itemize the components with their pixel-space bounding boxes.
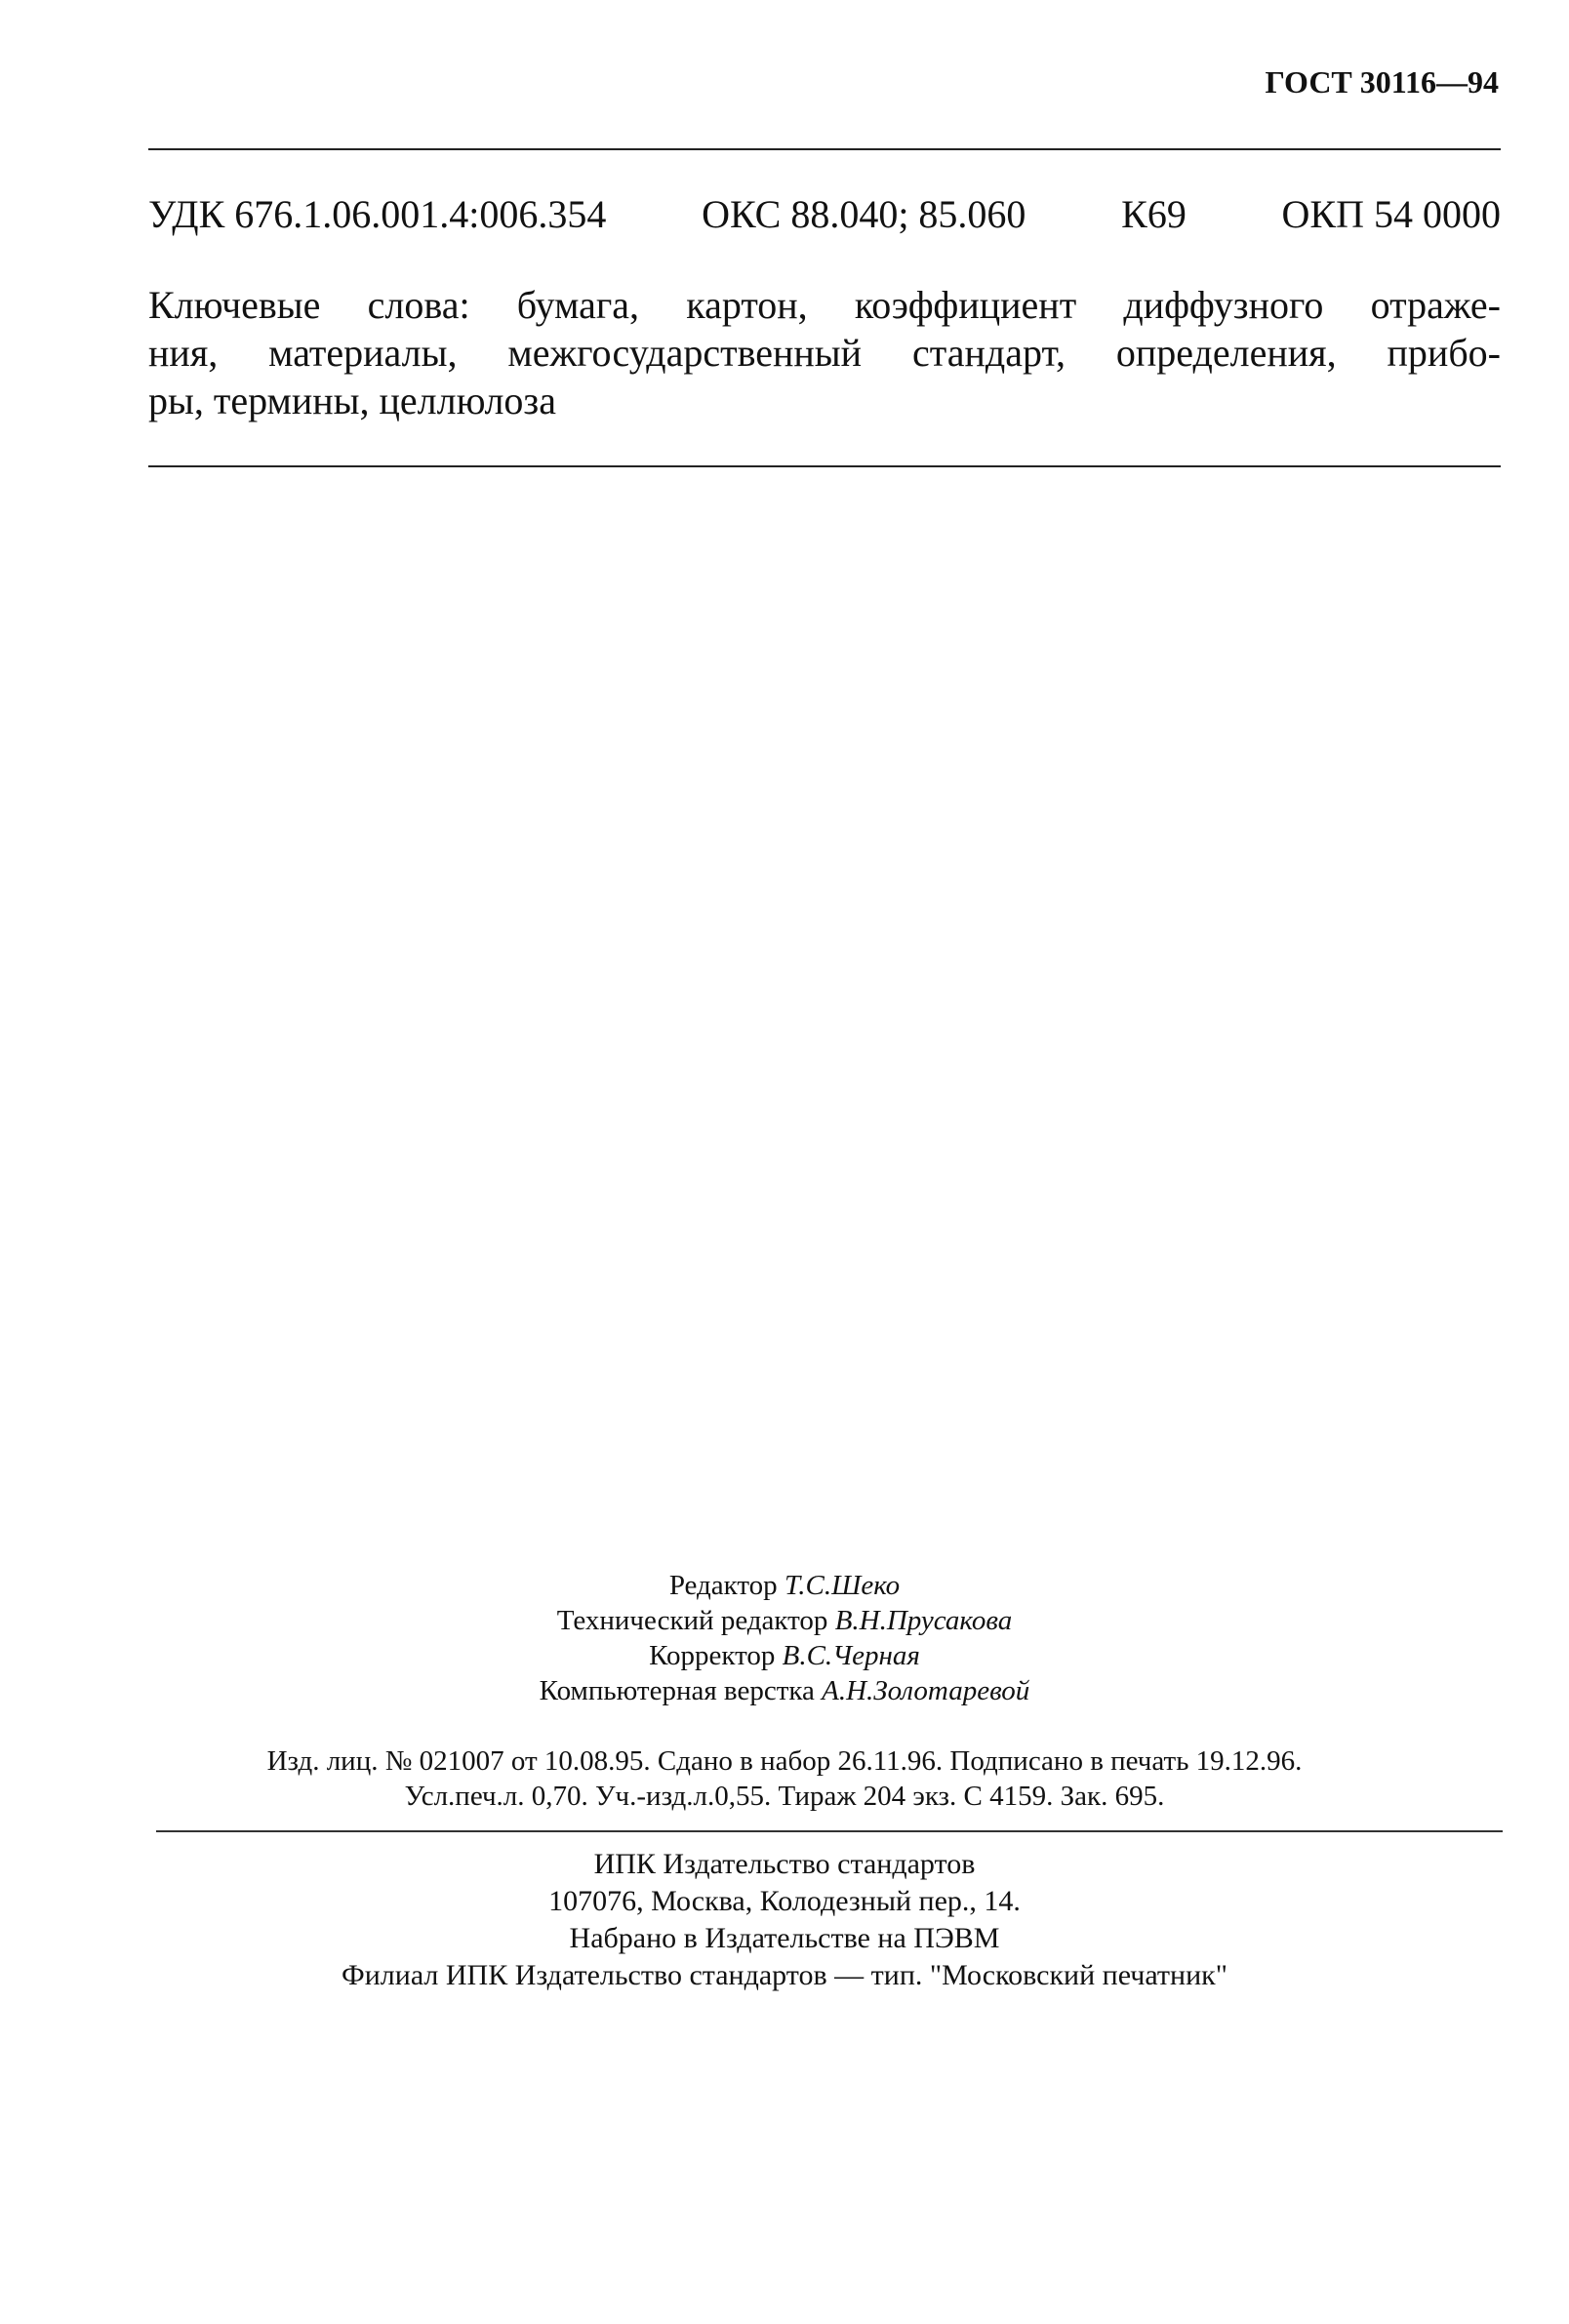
publisher-rule bbox=[156, 1830, 1503, 1832]
keywords-block bbox=[148, 281, 1501, 424]
printer-line: Филиал ИПК Издательство стандартов — тип. "Московский печатник" bbox=[342, 1959, 1227, 1991]
keywords-line: ния, материалы, межгосударственный стандарт, определения, прибо- bbox=[148, 331, 1501, 375]
publication-info bbox=[0, 1743, 1569, 1814]
credit-role: Технический редактор bbox=[556, 1605, 828, 1636]
keywords-line: Ключевые слова: бумага, картон, коэффициент диффузного отраже- bbox=[148, 283, 1501, 327]
okp-code: ОКП 54 0000 bbox=[1281, 192, 1501, 236]
credit-role: Редактор bbox=[668, 1570, 778, 1601]
printer-line: 107076, Москва, Колодезный пер., 14. bbox=[548, 1885, 1021, 1917]
publication-line: Изд. лиц. № 021007 от 10.08.95. Сдано в набор 26.11.96. Подписано в печать 19.12.96. bbox=[266, 1745, 1303, 1777]
classification-codes bbox=[148, 191, 1501, 237]
keywords-rule bbox=[148, 465, 1501, 467]
group-code: К69 bbox=[1121, 192, 1187, 236]
keywords-line: ры, термины, целлюлоза bbox=[148, 379, 556, 422]
credit-technical-editor bbox=[0, 1603, 1569, 1638]
udk-code: УДК 676.1.06.001.4:006.354 bbox=[148, 192, 607, 236]
credit-person: А.Н.Золотаревой bbox=[822, 1675, 1030, 1706]
editorial-credits bbox=[0, 1568, 1569, 1708]
printer-info bbox=[0, 1846, 1569, 1994]
oks-code: ОКС 88.040; 85.060 bbox=[702, 192, 1026, 236]
publication-line: Усл.печ.л. 0,70. Уч.-изд.л.0,55. Тираж 204 экз. С 4159. Зак. 695. bbox=[404, 1781, 1165, 1812]
standard-code: ГОСТ 30116—94 bbox=[1265, 64, 1499, 100]
credit-person: В.С.Черная bbox=[782, 1640, 920, 1671]
top-rule bbox=[148, 148, 1501, 150]
credit-role: Корректор bbox=[649, 1640, 776, 1671]
credit-person: Т.С.Шеко bbox=[784, 1570, 901, 1601]
credit-editor bbox=[0, 1568, 1569, 1603]
credit-layout bbox=[0, 1673, 1569, 1708]
credit-role: Компьютерная верстка bbox=[539, 1675, 815, 1706]
printer-line: ИПК Издательство стандартов bbox=[593, 1848, 976, 1880]
credit-proofreader bbox=[0, 1638, 1569, 1673]
printer-line: Набрано в Издательстве на ПЭВМ bbox=[569, 1922, 1000, 1954]
credit-person: В.Н.Прусакова bbox=[834, 1605, 1013, 1636]
